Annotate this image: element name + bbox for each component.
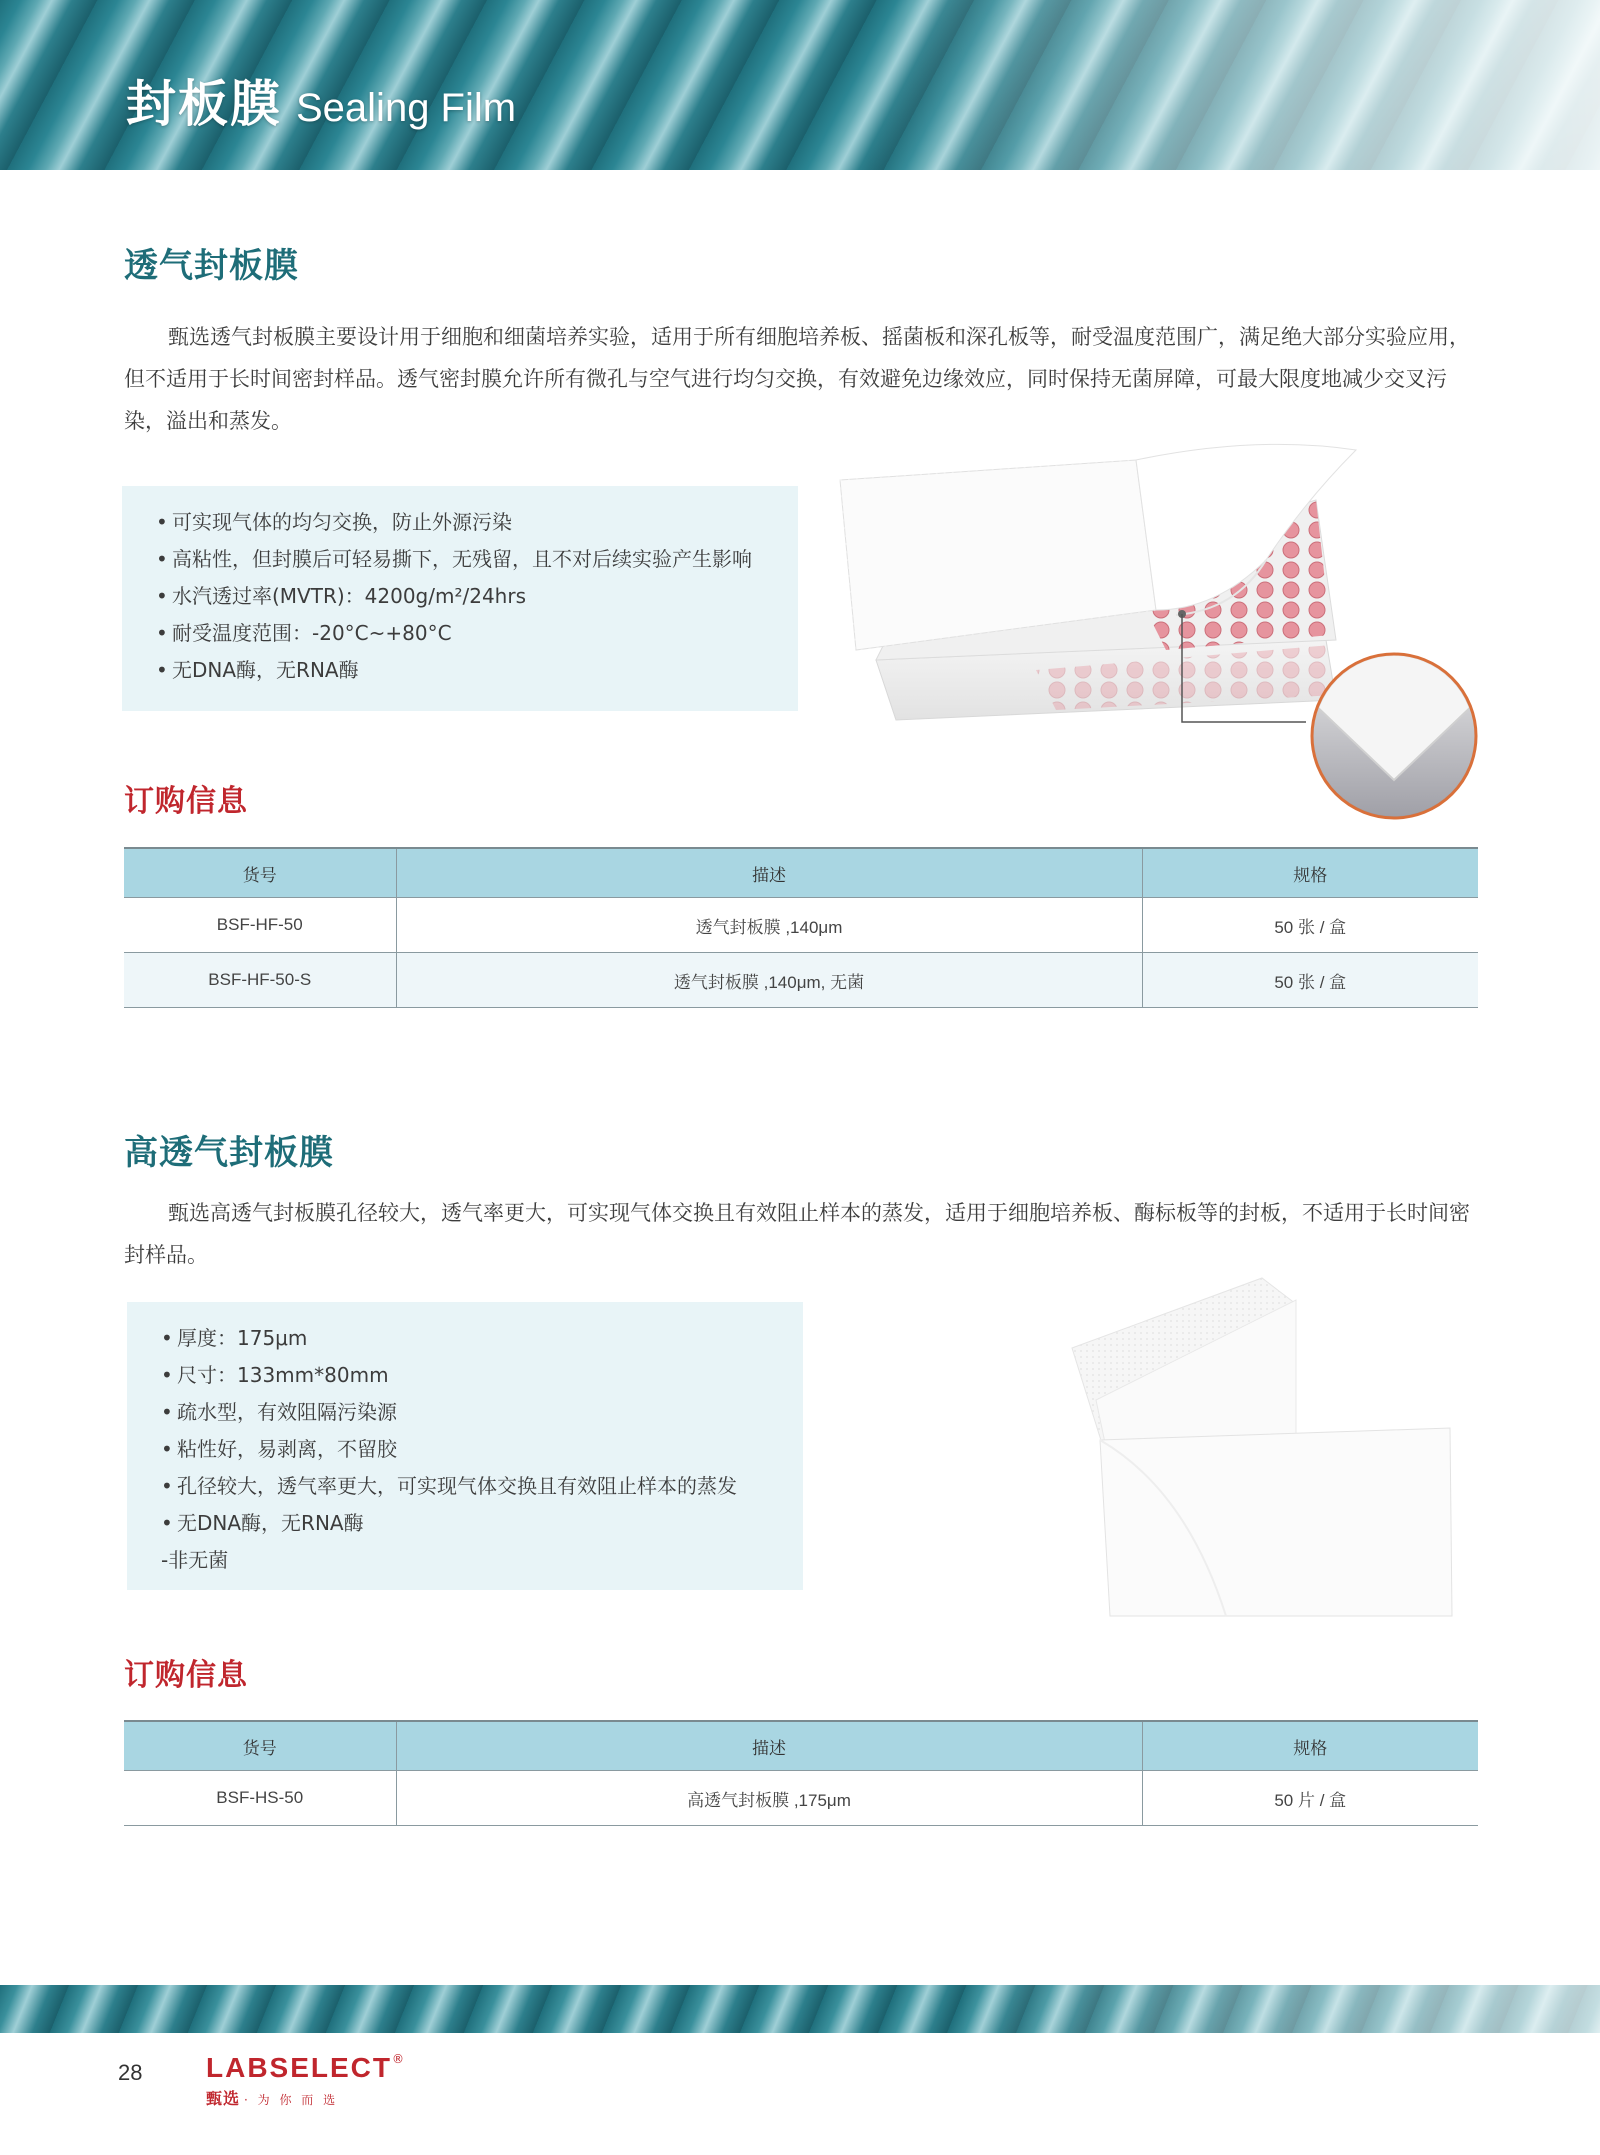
- table-row: [124, 898, 1478, 953]
- cell-description: 透气封板膜 ,140μm: [396, 898, 1142, 953]
- feature-item: • 粘性好，易剥离，不留胶: [161, 1437, 397, 1461]
- section1-feature-box: [122, 486, 798, 711]
- section1-order-table: [124, 847, 1478, 1008]
- logo-brand: LABSELECT: [206, 2052, 392, 2083]
- feature-item: • 孔径较大，透气率更大，可实现气体交换且有效阻止样本的蒸发: [161, 1474, 737, 1498]
- cell-spec: 50 张 / 盒: [1142, 953, 1478, 1008]
- col-header-item-no: 货号: [124, 1721, 396, 1771]
- feature-item: • 可实现气体的均匀交换，防止外源污染: [156, 510, 512, 534]
- section2-title: 高透气封板膜: [124, 1133, 334, 1173]
- cell-spec: 50 片 / 盒: [1142, 1771, 1478, 1826]
- feature-note: -非无菌: [161, 1548, 229, 1572]
- section1-feature-list: [156, 504, 798, 689]
- sealing-film-plate-image: [836, 440, 1496, 820]
- page-title-cn: 封板膜: [126, 75, 282, 133]
- section1-order-title: 订购信息: [124, 784, 248, 819]
- section2-feature-list: [161, 1320, 803, 1579]
- feature-item: • 疏水型，有效阻隔污染源: [161, 1400, 397, 1424]
- col-header-spec: 规格: [1142, 848, 1478, 898]
- feature-item: • 耐受温度范围：-20°C~+80°C: [156, 621, 452, 645]
- feature-item: • 高粘性，但封膜后可轻易撕下，无残留，且不对后续实验产生影响: [156, 547, 752, 571]
- section2-order-title: 订购信息: [124, 1658, 248, 1693]
- page-title: [126, 64, 516, 136]
- section2-description: 甄选高透气封板膜孔径较大，透气率更大，可实现气体交换且有效阻止样本的蒸发，适用于细胞培养板、酶标板等的封板，不适用于长时间密封样品。: [124, 1201, 1470, 1267]
- high-permeability-film-image: [1066, 1270, 1466, 1620]
- logo-registered-mark: ®: [392, 2052, 404, 2066]
- page-number: 28: [118, 2060, 143, 2085]
- logo-slogan-sub: · 为 你 而 选: [244, 2093, 339, 2107]
- col-header-description: 描述: [396, 1721, 1142, 1771]
- labselect-logo: [206, 2052, 404, 2109]
- footer-banner: [0, 1985, 1600, 2033]
- section2-feature-box: [127, 1302, 803, 1590]
- feature-item: • 尺寸：133mm*80mm: [161, 1363, 389, 1387]
- feature-item: • 水汽透过率(MVTR)：4200g/m²/24hrs: [156, 584, 526, 608]
- col-header-item-no: 货号: [124, 848, 396, 898]
- cell-item-no: BSF-HS-50: [124, 1771, 396, 1826]
- feature-item: • 无DNA酶，无RNA酶: [161, 1511, 364, 1535]
- header-banner: [0, 0, 1600, 170]
- cell-description: 高透气封板膜 ,175μm: [396, 1771, 1142, 1826]
- feature-item: • 厚度：175μm: [161, 1326, 308, 1350]
- section1-description: 甄选透气封板膜主要设计用于细胞和细菌培养实验，适用于所有细胞培养板、摇菌板和深孔板等，耐受温度范围广，满足绝大部分实验应用，但不适用于长时间密封样品。透气密封膜允许所有微孔与空气进行均匀交换，有效避免边缘效应，同时保持无菌屏障，可最大限度地减少交叉污染，溢出和蒸发。: [124, 325, 1470, 433]
- col-header-description: 描述: [396, 848, 1142, 898]
- section1-title: 透气封板膜: [124, 246, 299, 286]
- feature-item: • 无DNA酶，无RNA酶: [156, 658, 359, 682]
- table-row: [124, 1771, 1478, 1826]
- cell-item-no: BSF-HF-50-S: [124, 953, 396, 1008]
- cell-description: 透气封板膜 ,140μm, 无菌: [396, 953, 1142, 1008]
- col-header-spec: 规格: [1142, 1721, 1478, 1771]
- logo-slogan: [206, 2086, 404, 2109]
- cell-spec: 50 张 / 盒: [1142, 898, 1478, 953]
- table-header-row: [124, 1721, 1478, 1771]
- cell-item-no: BSF-HF-50: [124, 898, 396, 953]
- logo-slogan-cn: 甄选: [206, 2089, 241, 2108]
- page-title-en: Sealing Film: [296, 86, 517, 130]
- section2-order-table: [124, 1720, 1478, 1826]
- table-row: [124, 953, 1478, 1008]
- table-header-row: [124, 848, 1478, 898]
